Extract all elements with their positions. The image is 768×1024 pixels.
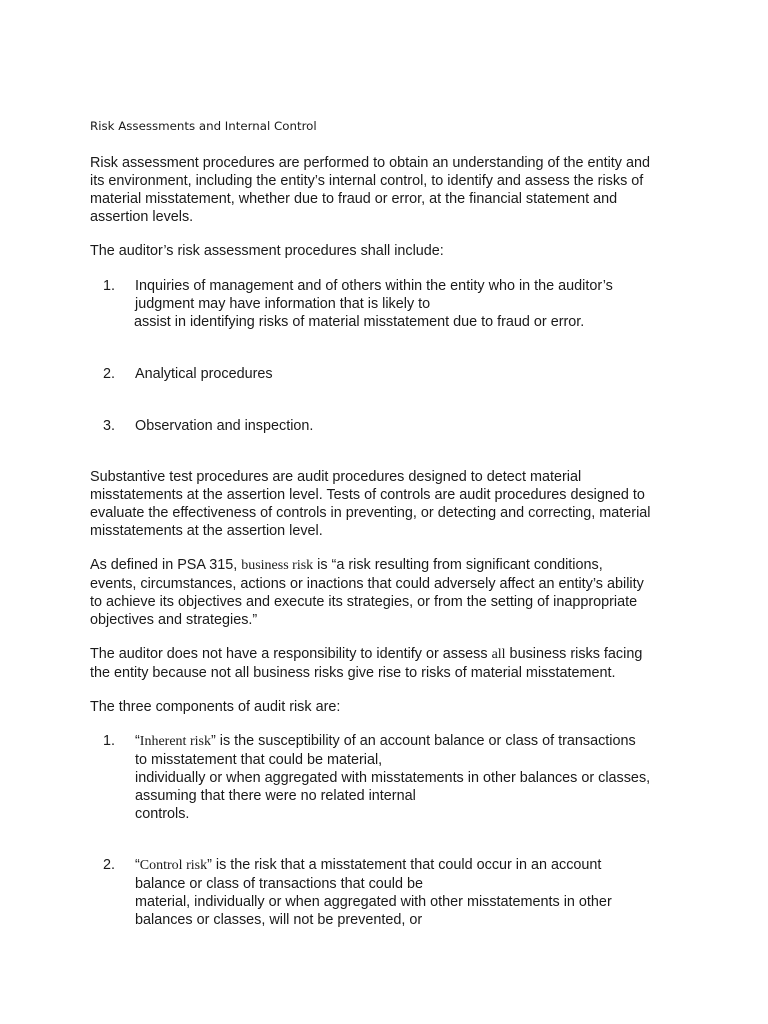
text-line: objectives and strategies.”	[90, 612, 258, 628]
text-run: The auditor does not have a responsibility to identify or assess	[90, 646, 492, 662]
text-line: evaluate the effectiveness of controls in preventing, or detecting and correcting, material	[90, 505, 651, 521]
text-run: “	[135, 857, 140, 873]
list-number: 3.	[103, 418, 116, 434]
text-line: Inquiries of management and of others within the entity who in the auditor’s	[135, 278, 613, 294]
text-run: As defined in PSA 315,	[90, 557, 242, 573]
text-line: balance or class of transactions that could be	[135, 876, 423, 892]
text-line: Observation and inspection.	[135, 418, 314, 434]
responsibility-paragraph	[90, 645, 690, 682]
list-number: 1.	[103, 733, 116, 749]
list-item	[90, 417, 690, 435]
text-line: balances or classes, will not be prevented, or	[135, 912, 423, 928]
text-line: material misstatement, whether due to fraud or error, at the financial statement and	[90, 191, 618, 207]
text-line: to achieve its objectives and execute its strategies, or from the setting of inappropriate	[90, 594, 638, 610]
text-line: misstatements at the assertion level. Tests of controls are audit procedures designed to	[90, 487, 645, 503]
text-line: assuming that there were no related internal	[135, 788, 416, 804]
intro-paragraph	[90, 154, 690, 226]
text-line: material, individually or when aggregated with other misstatements in other	[135, 894, 612, 910]
text-line: judgment may have information that is likely to	[135, 296, 431, 312]
list-item	[90, 277, 690, 331]
substantive-paragraph	[90, 468, 690, 540]
list-number: 2.	[103, 857, 116, 873]
text-line: events, circumstances, actions or inactions that could adversely affect an entity’s ability	[90, 576, 644, 592]
text-line: assist in identifying risks of material misstatement due to fraud or error.	[134, 314, 585, 330]
text-run: “	[135, 733, 140, 749]
text-line: Risk assessment procedures are performed to obtain an understanding of the entity and	[90, 155, 650, 171]
text-line	[135, 856, 690, 875]
text-run: is “a risk resulting from significant conditions,	[313, 557, 603, 573]
text-run: ” is the susceptibility of an account balance or class of transactions	[210, 733, 636, 749]
components-list	[90, 732, 690, 929]
term-business-risk: business risk	[241, 558, 314, 573]
procedures-intro: The auditor’s risk assessment procedures shall include:	[90, 243, 444, 259]
text-line: controls.	[135, 806, 190, 822]
text-line: its environment, including the entity’s internal control, to identify and assess the risks of	[90, 173, 644, 189]
term-all: all	[491, 647, 506, 662]
text-line: Substantive test procedures are audit procedures designed to detect material	[90, 469, 582, 485]
list-item	[90, 856, 690, 929]
text-line	[90, 556, 690, 575]
list-number: 1.	[103, 278, 116, 294]
term-inherent-risk: Inherent risk	[139, 734, 211, 749]
text-run: ” is the risk that a misstatement that could occur in an account	[207, 857, 602, 873]
document-title: Risk Assessments and Internal Control	[90, 119, 317, 133]
psa-paragraph	[90, 556, 690, 629]
text-line: the entity because not all business risks give rise to risks of material misstatement.	[90, 665, 616, 681]
procedures-list	[90, 277, 690, 435]
components-intro: The three components of audit risk are:	[90, 699, 341, 715]
list-item	[90, 732, 690, 823]
text-run: business risks facing	[505, 646, 643, 662]
text-line: assertion levels.	[90, 209, 194, 225]
text-line: to misstatement that could be material,	[135, 752, 383, 768]
text-line: individually or when aggregated with misstatements in other balances or classes,	[135, 770, 651, 786]
text-line	[90, 645, 690, 664]
text-line	[135, 732, 690, 751]
text-line: Analytical procedures	[135, 366, 273, 382]
term-control-risk: Control risk	[139, 858, 208, 873]
list-item	[90, 365, 690, 383]
document-page	[90, 118, 690, 929]
text-line: misstatements at the assertion level.	[90, 523, 323, 539]
list-number: 2.	[103, 366, 116, 382]
